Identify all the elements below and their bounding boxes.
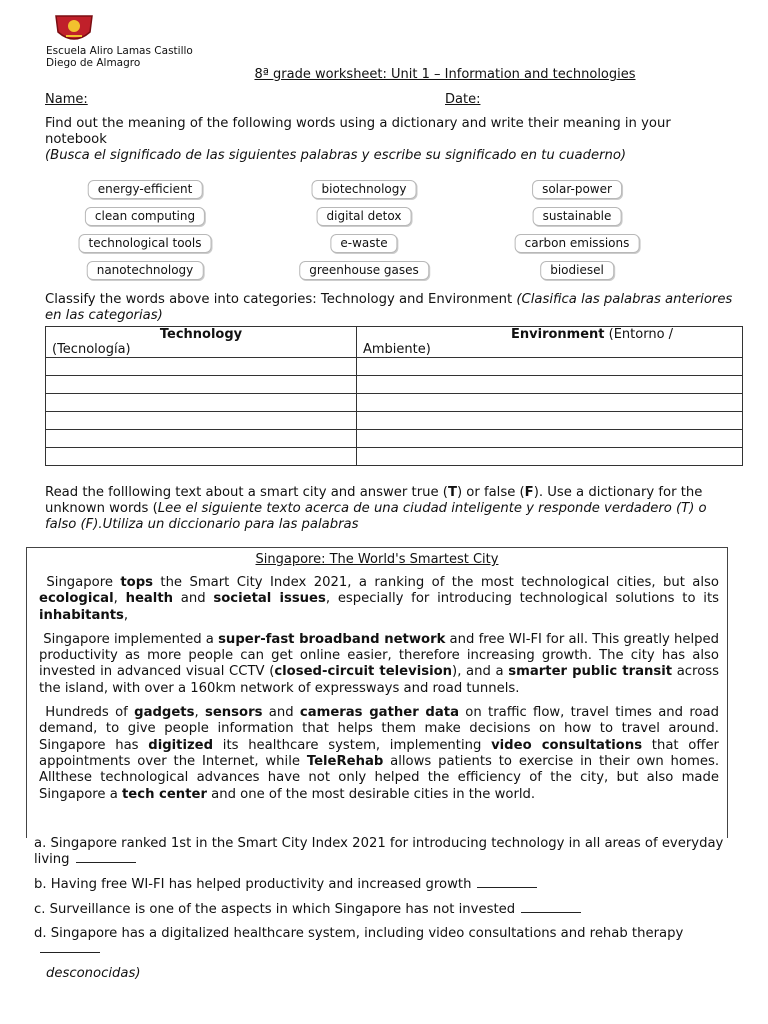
technology-header — [46, 327, 357, 358]
table-header-row — [46, 327, 743, 358]
question-d — [34, 926, 734, 958]
classify-instructions — [45, 292, 745, 324]
table-cell[interactable] — [46, 376, 357, 394]
table-cell[interactable] — [46, 394, 357, 412]
answer-blank[interactable] — [40, 942, 100, 953]
article-title: Singapore: The World's Smartest City — [255, 552, 499, 567]
school-line-2: Diego de Almagro — [46, 57, 141, 69]
word-chip: nanotechnology — [87, 261, 204, 280]
table-row — [46, 448, 743, 466]
table-cell[interactable] — [357, 394, 743, 412]
environment-header — [357, 327, 743, 358]
word-bank — [60, 176, 660, 288]
question-text: a. Singapore ranked 1st in the Smart City Index 2021 for introducing technology in all areas of everyday living — [34, 836, 724, 867]
article-paragraph-1: Singapore tops the Smart City Index 2021, a ranking of the most technological cities, but also ecological, health and societal issues, especially for introducing technological solutions to its inhabitants, — [39, 575, 719, 623]
article-box — [26, 547, 728, 838]
classify-en: Classify the words above into categories: Technology and Environment — [45, 292, 513, 307]
question-c — [34, 902, 734, 918]
word-chip: energy-efficient — [88, 180, 203, 199]
table-row — [46, 394, 743, 412]
technology-header-bold: Technology — [159, 327, 243, 342]
word-chip: carbon emissions — [515, 234, 640, 253]
question-text: b. Having free WI-FI has helped productivity and increased growth — [34, 877, 472, 892]
question-text: c. Surveillance is one of the aspects in which Singapore has not invested — [34, 902, 516, 917]
table-cell[interactable] — [357, 430, 743, 448]
table-cell[interactable] — [357, 448, 743, 466]
table-cell[interactable] — [46, 448, 357, 466]
table-cell[interactable] — [357, 412, 743, 430]
trailing-text: desconocidas) — [46, 966, 141, 981]
school-line-1: Escuela Aliro Lamas Castillo — [46, 45, 193, 57]
table-row — [46, 412, 743, 430]
date-label: Date: — [445, 92, 481, 107]
answer-blank[interactable] — [521, 902, 581, 913]
reading-instr-part: ). Use a dictionary for the unknown words ( — [45, 485, 703, 516]
instructions-es: (Busca el significado de las siguientes palabras y escribe su significado en tu cuaderno) — [45, 148, 627, 163]
word-chip: greenhouse gases — [299, 261, 429, 280]
word-chip: biotechnology — [312, 180, 417, 199]
question-text: d. Singapore has a digitalized healthcare system, including video consultations and rehab therapy — [34, 926, 684, 941]
word-chip: solar-power — [532, 180, 622, 199]
word-chip: technological tools — [79, 234, 212, 253]
worksheet-title: 8ª grade worksheet: Unit 1 – Information and technologies — [254, 67, 636, 82]
instructions-en: Find out the meaning of the following words using a dictionary and write their meaning in your notebook — [45, 116, 671, 147]
table-row — [46, 430, 743, 448]
answer-blank[interactable] — [477, 877, 537, 888]
environment-header-es: (Entorno / Ambiente) — [363, 327, 674, 357]
environment-header-bold: Environment — [511, 327, 605, 342]
true-letter: T — [447, 485, 457, 500]
table-row — [46, 358, 743, 376]
classification-table — [45, 326, 743, 466]
table-row — [46, 376, 743, 394]
table-cell[interactable] — [46, 430, 357, 448]
reading-instr-part: ) or false ( — [456, 485, 525, 500]
article-paragraph-3: Hundreds of gadgets, sensors and cameras gather data on traffic flow, travel times and road demand, to give people information that helps them make decisions on how to travel around. Singapore has digitized its healthcare system, implementing video consultations that offer appointments over the Internet, while TeleRehab allows patients to exercise in their own homes. Allthese technological advances have not only helped the efficiency of the city, but also made Singapore a tech center and one of the most desirable cities in the world. — [39, 705, 720, 802]
school-logo — [52, 14, 96, 46]
false-letter: F — [524, 485, 534, 500]
dictionary-instructions — [45, 116, 735, 164]
classify-es: (Clasifica las palabras anteriores en las categorias) — [45, 292, 733, 323]
reading-instructions — [45, 485, 725, 533]
word-chip: e-waste — [330, 234, 397, 253]
word-chip: biodiesel — [540, 261, 614, 280]
table-cell[interactable] — [357, 376, 743, 394]
table-cell[interactable] — [46, 412, 357, 430]
word-chip: digital detox — [317, 207, 412, 226]
word-chip: sustainable — [533, 207, 622, 226]
name-label: Name: — [45, 92, 88, 107]
question-a — [34, 836, 734, 868]
question-b — [34, 877, 734, 893]
word-chip: clean computing — [85, 207, 205, 226]
technology-header-es: (Tecnología) — [52, 342, 131, 357]
answer-blank[interactable] — [76, 852, 136, 863]
school-name — [46, 45, 193, 69]
table-cell[interactable] — [357, 358, 743, 376]
table-cell[interactable] — [46, 358, 357, 376]
reading-instr-es: Lee el siguiente texto acerca de una ciudad inteligente y responde verdadero (T) o falso (F).Utiliza un diccionario para las palabras — [45, 501, 707, 532]
reading-instr-part: Read the folllowing text about a smart city and answer true ( — [45, 485, 448, 500]
article-paragraph-2: Singapore implemented a super-fast broadband network and free WI-FI for all. This greatly helped productivity as more people can get online easier, therefore increasing growth. The city has also invested in advanced visual CCTV (closed-circuit television), and a smarter public transit across the island, with over a 160km network of expressways and road tunnels. — [39, 631, 720, 696]
